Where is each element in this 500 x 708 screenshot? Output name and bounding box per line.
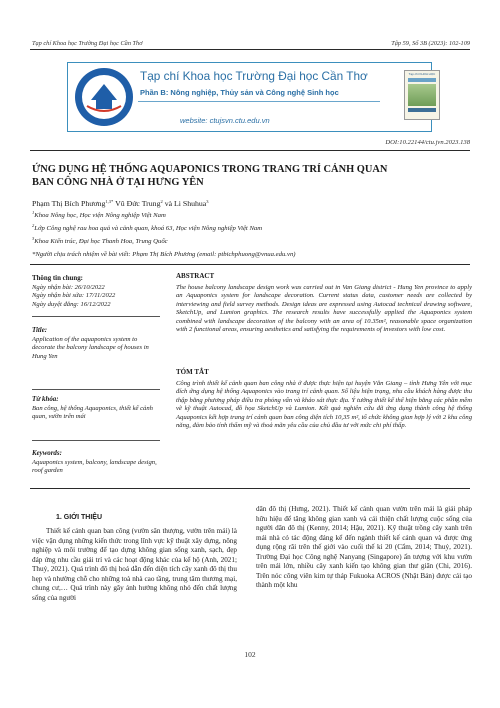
cover-image xyxy=(408,84,436,106)
author-conjunction: và xyxy=(164,199,173,208)
doi-rule xyxy=(30,150,470,151)
author-name: Li Shuhua xyxy=(174,199,207,208)
affiliation-text: Khoa Kiến trúc, Đại học Thanh Hoa, Trung Quốc xyxy=(34,238,168,245)
author-list xyxy=(32,199,209,208)
vietnamese-keywords-heading: Từ khóa: xyxy=(32,396,59,403)
article-info xyxy=(32,275,160,309)
abstract-rule xyxy=(30,488,470,489)
author-affiliation-marker: 1,3* xyxy=(105,199,114,204)
masthead-divider xyxy=(138,101,380,102)
accepted-date: Ngày duyệt đăng: 16/12/2022 xyxy=(32,300,111,308)
cover-footer-band xyxy=(408,108,436,112)
vietnamese-keywords: Ban công, hệ thống Aquaponics, thiết kế cảnh quan, vườn trên mái xyxy=(32,404,153,421)
cover-band xyxy=(408,78,436,82)
affiliation xyxy=(32,238,168,245)
author-name: Vũ Đức Trung xyxy=(115,199,161,208)
author-affiliation-marker: 3 xyxy=(206,199,209,204)
doi: DOI:10.22144/ctu.jvn.2023.138 xyxy=(385,139,470,146)
keywords: Aquaponics system, balcony, landscape design, roof garden xyxy=(32,458,157,475)
author-affiliation-marker: 2 xyxy=(160,199,163,204)
affiliation-rule xyxy=(30,264,470,265)
body-column-left: Thiết kế cảnh quan ban công (vườn sân thượng, vườn trên mái) là việc vận dụng những kiến thức trong lĩnh vực kỹ thuật xây dựng, nông nghiệp và môi trường để tạo dựng không gian sống xanh, sạch, đẹp đáp ứng nhu cầu giải trí và các hoạt động khác của kể hộ (Anh, 2021; Thuỷ, 2021). Quá trình đô thị hoá dẫn đến diện tích cây xanh đô thị thu hẹp và nhường chỗ cho những toà nhà cao tầng, trung tâm thương mại, chung cư,… Quá trình này gây ảnh hưởng không nhỏ đến chất lượng sống của người xyxy=(32,527,238,602)
volume-running-info: Tập 59, Số 3B (2023): 102-109 xyxy=(391,40,470,47)
sidebar-divider xyxy=(32,389,160,390)
affiliation-text: Khoa Nông học, Học viện Nông nghiệp Việt Nam xyxy=(34,212,166,219)
affiliation-marker: 2 xyxy=(32,223,35,228)
article-title xyxy=(32,163,472,189)
affiliation xyxy=(32,225,262,232)
article-title-line-1: ỨNG DỤNG HỆ THỐNG AQUAPONICS TRONG TRANG TRÍ CẢNH QUAN xyxy=(32,164,388,175)
cover-title: Tạp chí KHOA HỌC xyxy=(408,72,436,76)
english-title-block xyxy=(32,327,160,361)
header-rule xyxy=(30,49,470,50)
sidebar-divider xyxy=(32,316,160,317)
author-name: Phạm Thị Bích Phương xyxy=(32,199,106,208)
journal-running-title: Tạp chí Khoa học Trường Đại học Cần Thơ xyxy=(32,40,143,47)
revised-date: Ngày nhận bài sửa: 17/11/2022 xyxy=(32,292,116,300)
affiliation-text: Lớp Công nghệ rau hoa quả và cảnh quan, khoá 63, Học viện Nông nghiệp Việt Nam xyxy=(34,225,263,232)
section-heading: 1. GIỚI THIỆU xyxy=(56,514,103,521)
masthead-website: website: ctujsvn.ctu.edu.vn xyxy=(180,116,270,125)
article-title-line-2: BAN CÔNG NHÀ Ở TẠI HƯNG YÊN xyxy=(32,177,204,188)
vietnamese-keywords-block xyxy=(32,396,160,422)
page-number: 102 xyxy=(244,650,256,659)
masthead-title: Tạp chí Khoa học Trường Đại học Cần Thơ xyxy=(140,69,368,83)
keywords-block xyxy=(32,450,160,476)
affiliation xyxy=(32,212,166,219)
tomtat-text: Công trình thiết kế cảnh quan ban công nhà ở được thực hiện tại huyện Văn Giang – tỉnh Hưng Yên với mục đích ứng dụng hệ thống Aquaponics vào trang trí cảnh quan. Số liệu hiện trạng, nhu cầu khách hàng được thu thập bằng phương pháp điều tra phỏng vấn và khảo sát thực địa. Ý tưởng thiết kế thể hiện bằng các phần mềm vẽ kỹ thuật Autocad, đồ họa SketchUp và Lumion. Kết quả nghiên cứu đã ứng dụng thành công hệ thống Aquaponics kết hợp trang trí cảnh quan ban công diện tích 10,35 m², tổ chức không gian hợp lý với 2 khu công năng, đảm bảo tính thẩm mỹ và thoả mãn yêu cầu của chủ đầu tư với mức chi phí thấp. xyxy=(176,380,472,430)
abstract-heading: ABSTRACT xyxy=(176,272,215,280)
english-title-heading: Title: xyxy=(32,327,48,334)
corresponding-author: *Người chịu trách nhiệm về bài viết: Phạm Thị Bích Phương (email: ptbichphuong@vnua.edu.vn) xyxy=(32,251,296,258)
keywords-heading: Keywords: xyxy=(32,450,62,457)
journal-cover-thumbnail xyxy=(404,70,440,120)
sidebar-divider xyxy=(32,440,160,441)
masthead-subtitle: Phần B: Nông nghiệp, Thủy sản và Công nghệ Sinh học xyxy=(140,88,339,97)
body-column-right: dân đô thị (Hưng, 2021). Thiết kế cảnh quan vườn trên mái là giải pháp hữu hiệu để tăng không gian xanh và cải thiện chất lượng cuộc sống của người dân đô thị (Kenny, 2014; Hậu, 2021). Kỹ thuật trồng cây xanh trên mái nhà có tác động đáng kể đến ngành thiết kế cảnh quan và được ứng dụng rộng rãi trên thế giới vào cuối thế kỉ 20 (Cẩm, 2014; Thuỷ, 2021). Trường Đại học Công nghệ Nanyang (Singapore) ấn tượng với khu vườn trên mái lớn, nhiều cây xanh kiến tạo không gian thư giãn (Chi, 2016). Trên nóc công viên kim tự tháp Fukuoka ACROS (Nhật Bản) được cải tạo thành một khu xyxy=(256,505,472,590)
affiliation-marker: 1 xyxy=(32,210,35,215)
tomtat-heading: TÓM TẮT xyxy=(176,368,209,376)
abstract-text: The house balcony landscape design work was carried out in Van Giang district - Hung Yen province to apply an Aquaponics system for landscape decoration. Current status data, customer needs are collected by interviewing and field survey methods. Design ideas are expressed using Autocad technical drawing software, SketchUp, and Lumion graphics. The research results have successfully applied the Aquaponics system combined with landscape decoration of the balcony with an area of 10.35m², reasonable space organization with 2 functional areas, ensuring aesthetics and satisfying the requirements of investors with low cost. xyxy=(176,284,472,334)
received-date: Ngày nhận bài: 26/10/2022 xyxy=(32,283,105,291)
affiliation-marker: 3 xyxy=(32,236,35,241)
article-info-heading: Thông tin chung: xyxy=(32,275,83,282)
english-title-text: Application of the aquaponics system to decorate the balcony landscape of houses in Hung Yen xyxy=(32,335,149,360)
university-logo xyxy=(73,66,135,128)
